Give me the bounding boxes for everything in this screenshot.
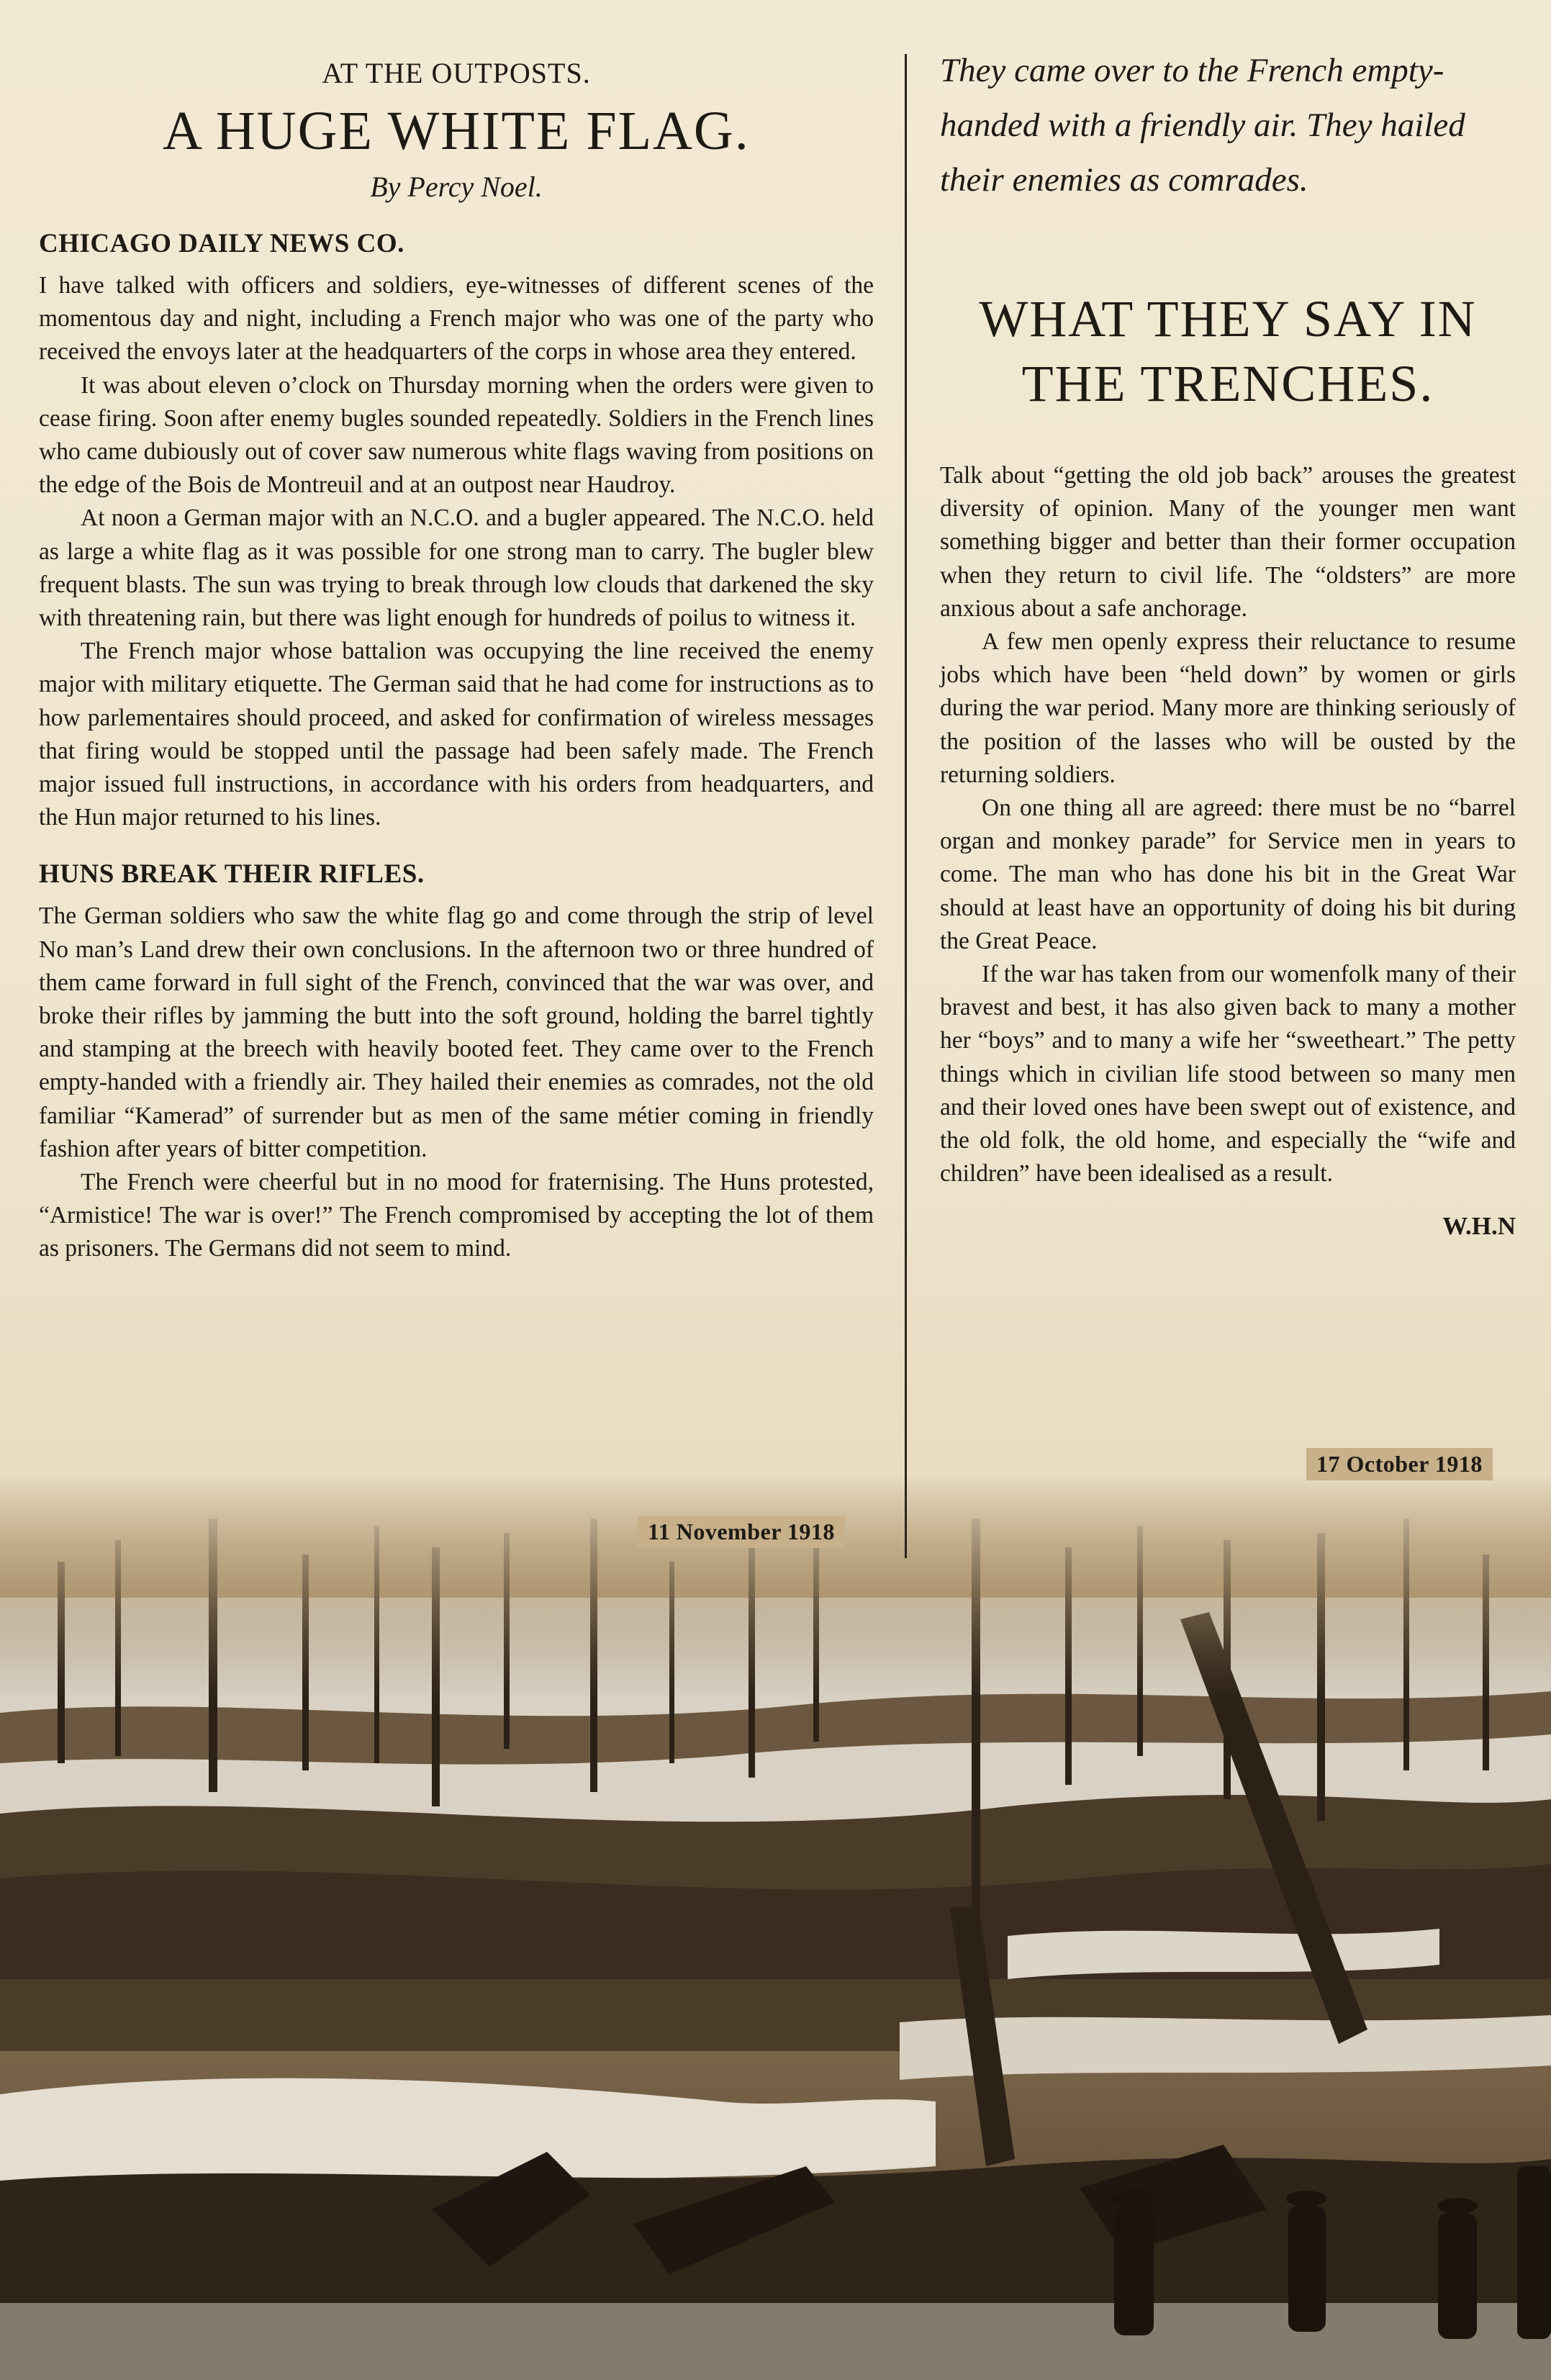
paragraph: A few men openly express their reluctance to resume jobs which have been “held down” by women or girls during the war period. Many more are thinking seriously of the position of the lasses who will be ousted by the returning soldiers. [940, 628, 1516, 788]
article-source: CHICAGO DAILY NEWS CO. [39, 229, 404, 258]
paragraph: On one thing all are agreed: there must be no “barrel organ and monkey parade” for Service men in years to come. The man who has done his bit in the Great War should at least have an opportunity of doing his bit during the Great Peace. [940, 795, 1516, 954]
article-byline: By Percy Noel. [370, 171, 543, 203]
paragraph: The French were cheerful but in no mood for fraternising. The Huns protested, “Armistice! The war is over!” The French compromised by accepting the lot of them as prisoners. The Germans did not seem to mind. [39, 1169, 874, 1262]
paragraph: The German soldiers who saw the white flag go and come through the strip of level No man’s Land drew their own conclusions. In the afternoon two or three hundred of them came forward in full sight of the French, convinced that the war was over, and broke their rifles by jamming the butt into the soft ground, holding the barrel tightly and stamping at the breech with heavily booted feet. They came over to the French empty-handed with a friendly air. They hailed their enemies as comrades, not the old familiar “Kamerad” of surrender but as men of the same métier coming in friendly fashion after years of bitter competition. [39, 902, 874, 1162]
paragraph: Talk about “getting the old job back” arouses the greatest diversity of opinion. Many of the younger men want something bigger and better than their former occupation when they return to civil life. The “oldsters” are more anxious about a safe anchorage. [940, 462, 1516, 622]
column-divider [905, 54, 907, 1558]
battlefield-photo [0, 1475, 1551, 2380]
article-kicker: AT THE OUTPOSTS. [322, 57, 591, 89]
left-article [39, 50, 874, 1266]
article-headline: A HUGE WHITE FLAG. [163, 101, 750, 161]
left-date-badge: 11 November 1918 [638, 1516, 845, 1548]
article-subhead: HUNS BREAK THEIR RIFLES. [39, 859, 425, 890]
paragraph: I have talked with officers and soldiers, eye-witnesses of different scenes of the momentous day and night, including a French major who was one of the party who received the envoys later at the headquarters of the corps in whose area they entered. [39, 272, 874, 366]
paragraph: It was about eleven o’clock on Thursday morning when the orders were given to cease firing. Soon after enemy bugles sounded repeatedly. Soldiers in the French lines who came dubiously out of cover saw numerous white flags waving from positions on the edge of the Bois de Montreuil and at an outpost near Haudroy. [39, 371, 874, 499]
right-date-badge: 17 October 1918 [1306, 1448, 1493, 1480]
paragraph: The French major whose battalion was occupying the line received the enemy major with military etiquette. The German said that he had come for instructions as to how parlementaires should proceed, and asked for confirmation of wireless messages that firing would be stopped until the passage had been safely made. The French major issued full instructions, in accordance with his orders from headquarters, and the Hun major returned to his lines. [39, 638, 874, 831]
signature: W.H.N [1442, 1212, 1516, 1241]
paragraph: If the war has taken from our womenfolk many of their bravest and best, it has also given back to many a mother her “boys” and to many a wife her “sweetheart.” The petty things which in civilian life stood between so many men and their loved ones have been swept out of existence, and the old folk, the old home, and especially the “wife and children” have been idealised as a result. [940, 961, 1516, 1187]
paragraph: At noon a German major with an N.C.O. and a bugler appeared. The N.C.O. held as large a white flag as it was possible for one strong man to carry. The bugler blew frequent blasts. The sun was trying to break through low clouds that darkened the sky with threatening rain, but there was light enough for hundreds of poilus to witness it. [39, 504, 874, 632]
pull-quote: They came over to the French empty-handed with a friendly air. They hailed their enemies as comrades. [940, 52, 1465, 199]
right-article [940, 43, 1516, 1241]
article-headline: WHAT THEY SAY IN THE TRENCHES. [979, 290, 1477, 412]
